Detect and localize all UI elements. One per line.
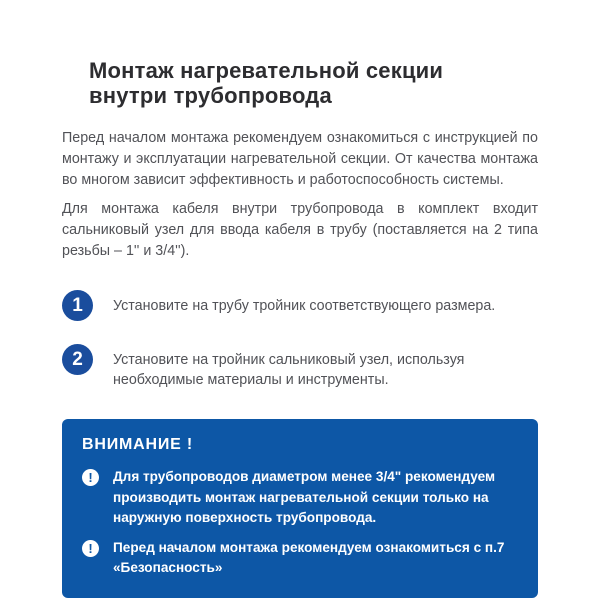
page-title-line-1: Монтаж нагревательной секции	[89, 58, 444, 83]
page-title	[89, 58, 538, 108]
exclamation-circle-icon: !	[82, 540, 99, 557]
warning-item-1-text: Для трубопроводов диаметром менее 3/4" рекомендуем производить монтаж нагревательной секции только на наружную поверхность трубопровода.	[113, 469, 496, 525]
page-title-line-2: внутри трубопровода	[89, 83, 332, 108]
warning-box	[62, 419, 538, 598]
warning-item-2-text: Перед началом монтажа рекомендуем ознакомиться с п.7 «Безопасность»	[113, 539, 505, 575]
step-item-1	[62, 290, 538, 321]
intro-paragraph-1: Перед началом монтажа рекомендуем ознакомиться с инструкцией по монтажу и эксплуатации нагревательной секции. От качества монтажа во многом зависит эффективность и работоспособность системы.	[62, 130, 538, 188]
intro-paragraph-2: Для монтажа кабеля внутри трубопровода в комплект входит сальниковый узел для ввода кабеля в трубу (поставляется на 2 типа резьбы – 1'' и 3/4'').	[62, 201, 538, 259]
step-item-2	[62, 344, 538, 390]
step-1-number-badge: 1	[62, 290, 93, 321]
steps-list	[62, 290, 538, 390]
warning-header: ВНИМАНИЕ !	[82, 436, 193, 453]
exclamation-circle-icon: !	[82, 469, 99, 486]
warning-item-1	[82, 467, 518, 529]
step-2-number-badge: 2	[62, 344, 93, 375]
step-2-text: Установите на тройник сальниковый узел, используя необходимые материалы и инструменты.	[113, 352, 465, 388]
step-1-text: Установите на трубу тройник соответствующего размера.	[113, 298, 496, 314]
warning-item-2	[82, 538, 518, 579]
